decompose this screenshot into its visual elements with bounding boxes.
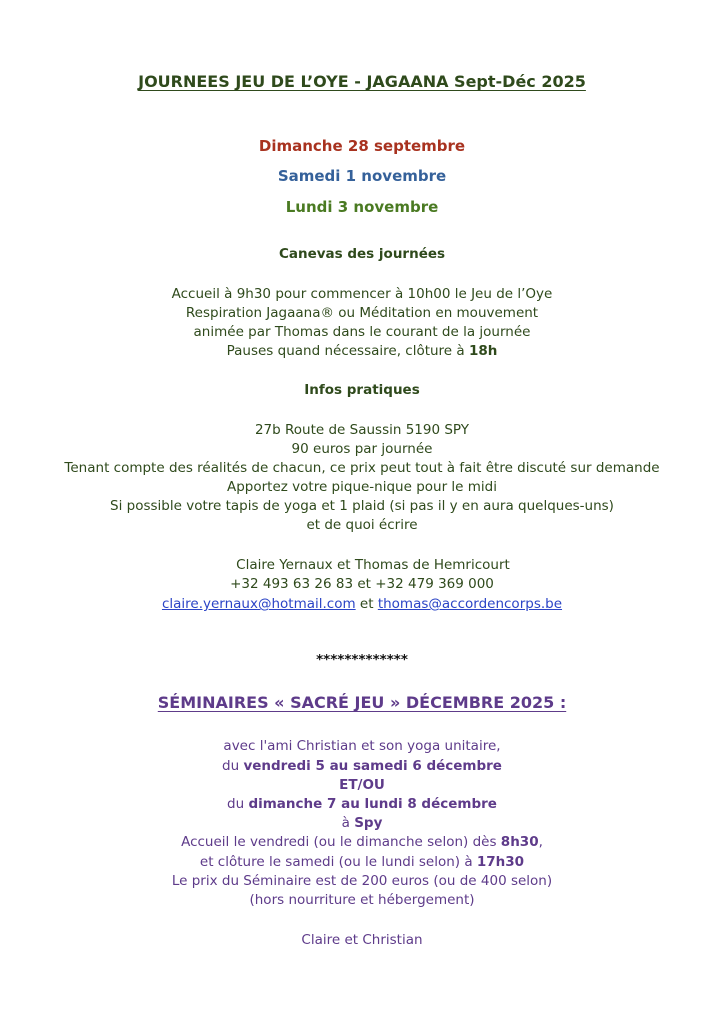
canevas-line-1: Accueil à 9h30 pour commencer à 10h00 le Jeu de l’Oye [171,286,553,302]
seminar-end-time: 17h30 [476,854,525,870]
email-thomas-link[interactable]: thomas@accordencorps.be [377,596,563,612]
seminar-signature: Claire et Christian [301,932,423,948]
canevas-line-4-text: Pauses quand nécessaire, clôture à [226,343,469,359]
seminar-line-7-prefix: et clôture le samedi (ou le lundi selon) à [199,854,477,870]
contact-phones: +32 493 63 26 83 et +32 479 369 000 [230,576,494,592]
seminar-dates-2: dimanche 7 au lundi 8 décembre [248,796,497,812]
infos-price: 90 euros par journée [291,441,433,457]
seminar-and-or: ET/OU [339,777,385,793]
seminar-price-note: (hors nourriture et hébergement) [249,892,475,908]
seminar-line-1: avec l'ami Christian et son yoga unitaire, [223,738,501,754]
seminar-line-4 [0,794,724,814]
seminar-line-2-prefix: du [222,758,244,774]
seminar-line-5 [0,813,724,833]
seminar-line-2 [0,756,724,776]
seminar-line-6-suffix: , [538,834,543,850]
infos-lunch: Apportez votre pique-nique pour le midi [227,479,497,495]
contact-emails [0,594,724,614]
infos-writing: et de quoi écrire [306,517,418,533]
date-1: Dimanche 28 septembre [258,137,466,155]
seminar-line-5-prefix: à [341,815,355,831]
infos-heading: Infos pratiques [304,382,420,398]
seminar-line-6-prefix: Accueil le vendredi (ou le dimanche selon) dès [181,834,501,850]
canevas-heading: Canevas des journées [278,246,446,262]
closing-time: 18h [468,343,498,359]
page-title: JOURNEES JEU DE L’OYE - JAGAANA Sept-Déc 2025 [138,72,586,91]
date-3: Lundi 3 novembre [285,198,439,216]
section-separator: ************* [316,652,408,668]
canevas-line-3: animée par Thomas dans le courant de la journée [193,324,531,340]
seminar-line-7 [0,852,724,872]
email-separator: et [355,596,378,612]
date-2: Samedi 1 novembre [277,167,447,185]
seminar-price: Le prix du Séminaire est de 200 euros (ou de 400 selon) [171,873,553,889]
canevas-line-2: Respiration Jagaana® ou Méditation en mouvement [185,305,539,321]
infos-equipment: Si possible votre tapis de yoga et 1 plaid (si pas il y en aura quelques-uns) [110,498,614,514]
seminar-line-6 [0,832,724,852]
seminar-start-time: 8h30 [500,834,539,850]
email-claire-link[interactable]: claire.yernaux@hotmail.com [161,596,356,612]
canevas-line-4 [0,341,724,361]
infos-address: 27b Route de Saussin 5190 SPY [254,422,470,438]
seminar-location: Spy [354,815,383,831]
contact-names: Claire Yernaux et Thomas de Hemricourt [236,557,510,573]
seminar-line-4-prefix: du [227,796,249,812]
infos-price-note: Tenant compte des réalités de chacun, ce prix peut tout à fait être discuté sur demande [64,460,660,476]
seminar-dates-1: vendredi 5 au samedi 6 décembre [243,758,502,774]
seminar-title: SÉMINAIRES « SACRÉ JEU » DÉCEMBRE 2025 : [157,693,567,712]
